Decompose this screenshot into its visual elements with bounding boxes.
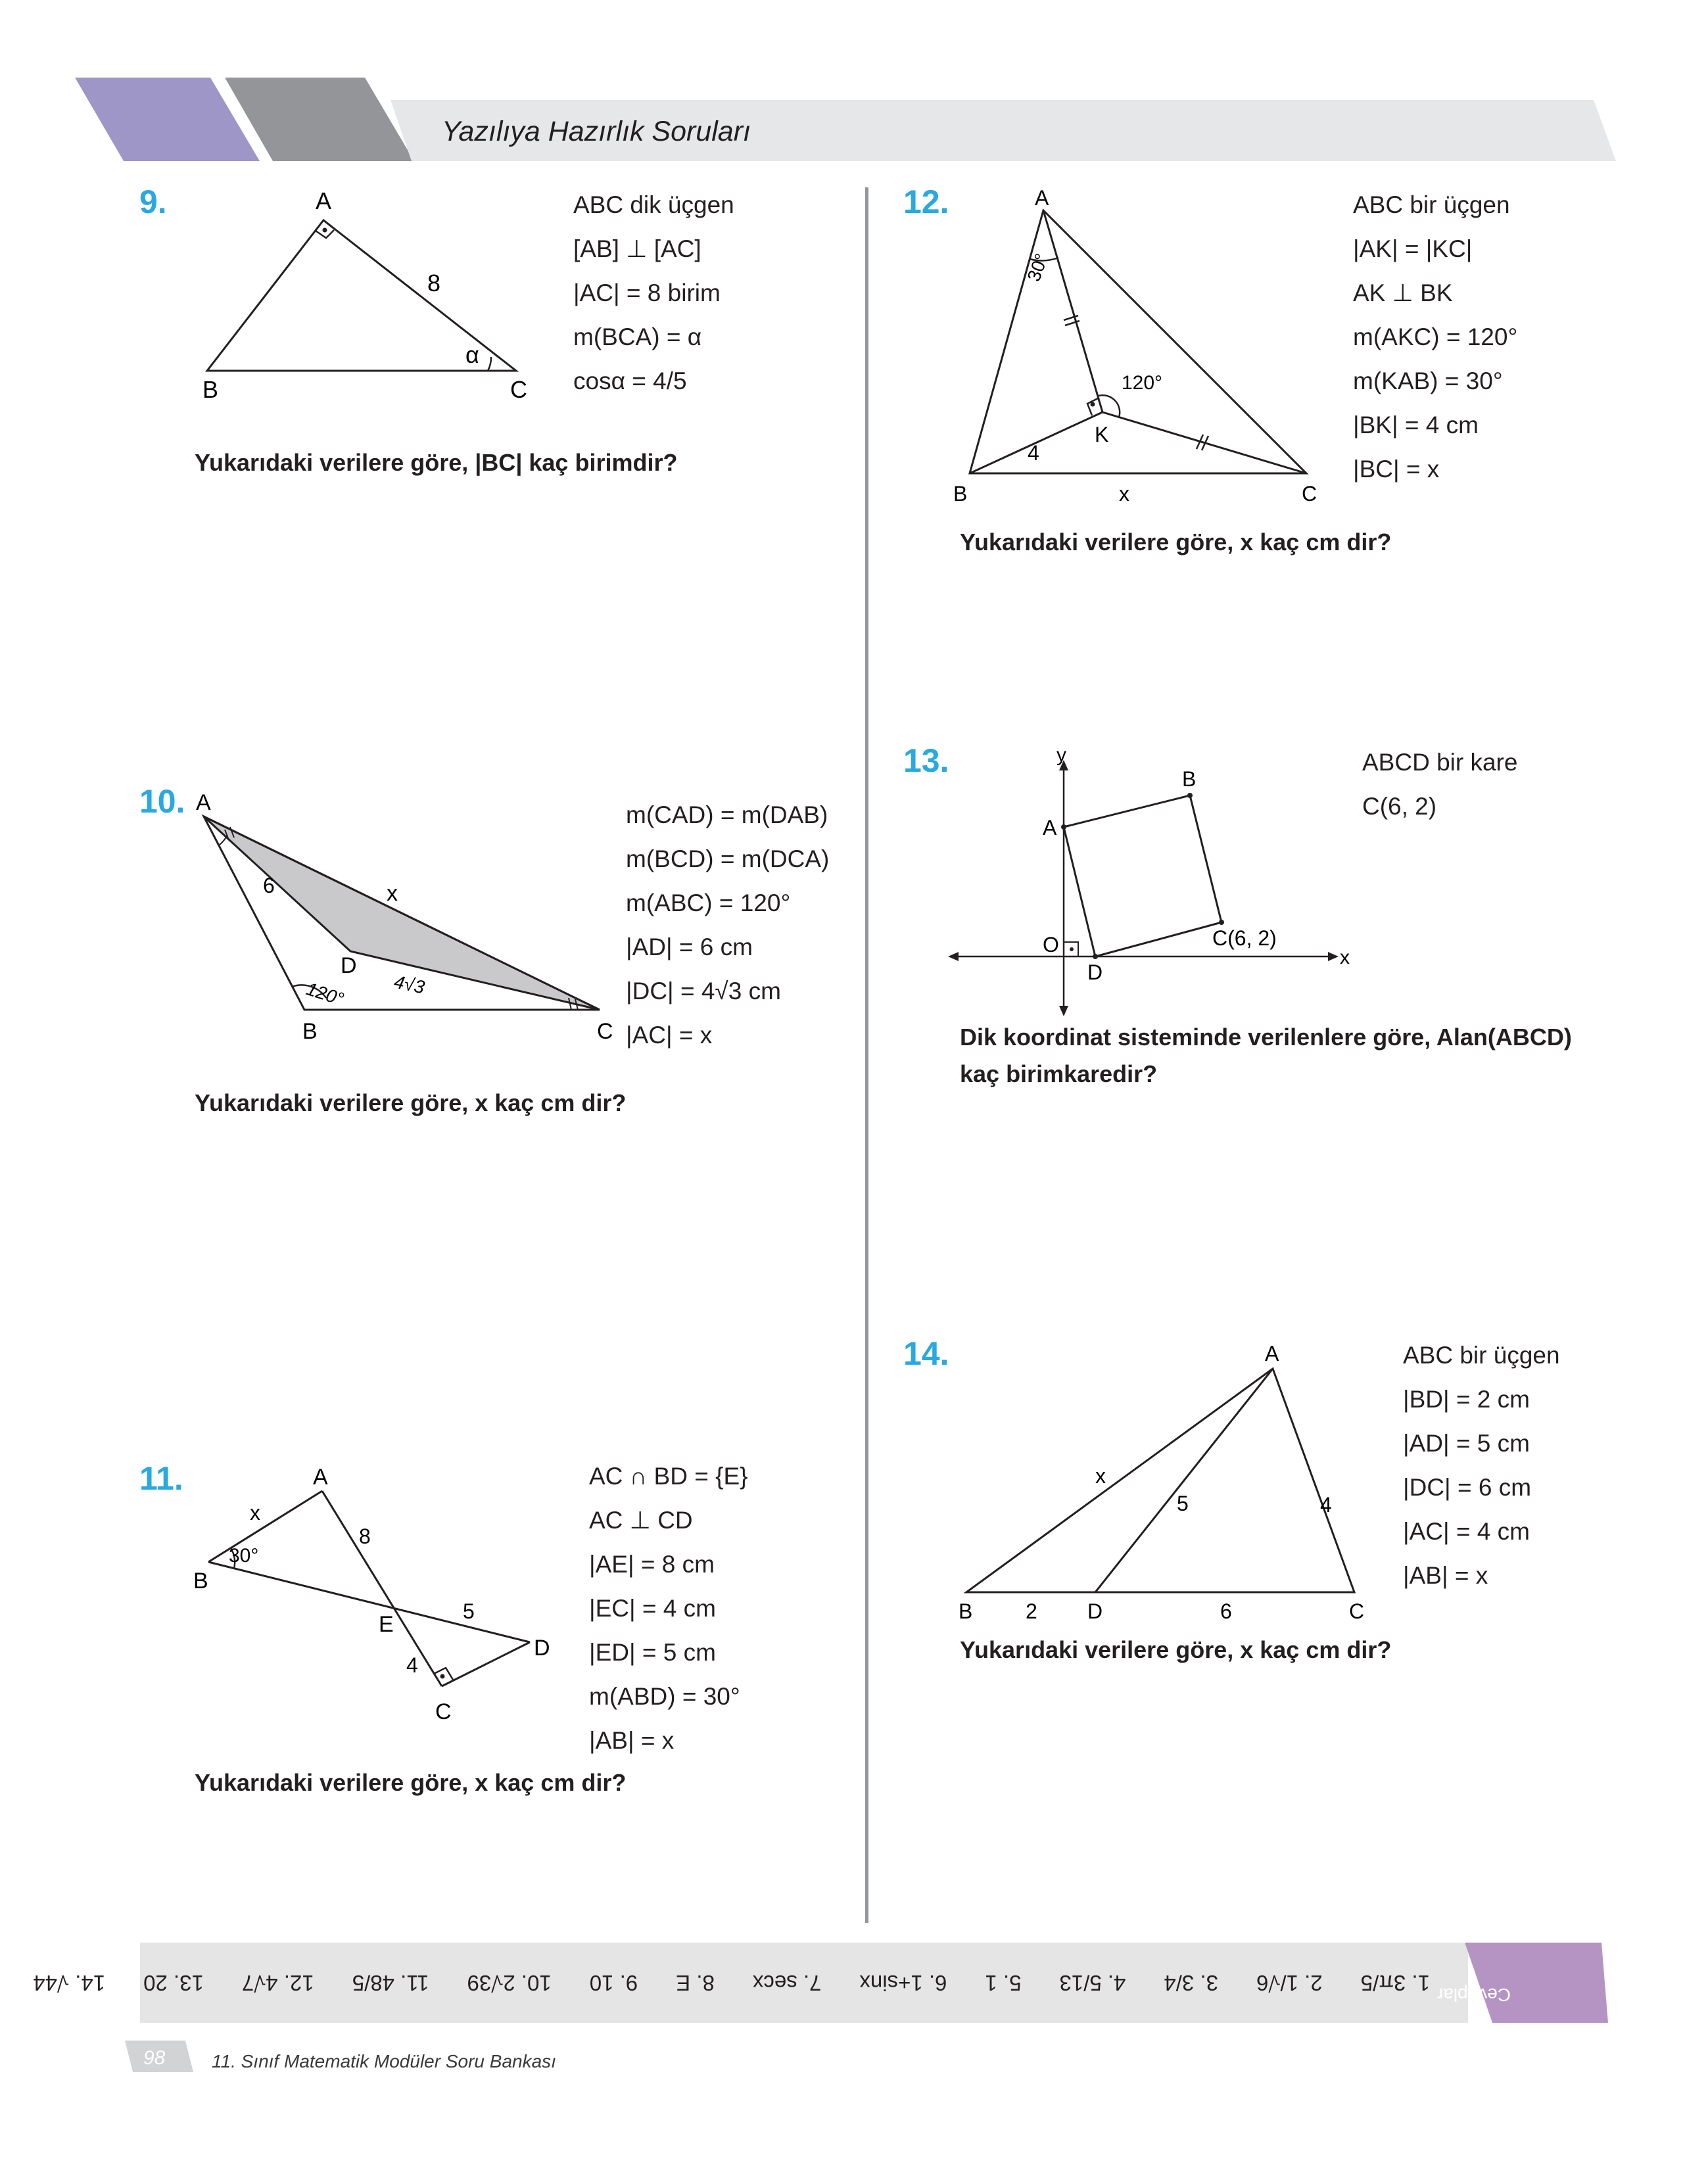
right-angle-dot	[440, 1674, 445, 1679]
header-tab-purple	[75, 78, 260, 161]
vertex-b-label: B	[959, 1599, 973, 1623]
vertex-b-label: B	[953, 482, 968, 506]
given-line: m(AKC) = 120°	[1353, 323, 1518, 350]
question-9-figure	[184, 184, 552, 408]
x-axis-arrow-right	[1328, 952, 1339, 961]
vertex-e-label: E	[379, 1612, 394, 1637]
given-line: ABC bir üçgen	[1403, 1342, 1560, 1369]
question-11-text: Yukarıdaki verilere göre, x kaç cm dir?	[195, 1769, 627, 1796]
given-line: C(6, 2)	[1362, 793, 1437, 820]
given-line: AC ⊥ CD	[589, 1507, 693, 1534]
question-11-figure	[184, 1459, 579, 1736]
vertex-c-label: C	[510, 376, 527, 403]
point-d	[1093, 954, 1098, 959]
answer-label: Cevaplar	[1436, 1985, 1511, 2005]
question-9-text-bc: BC	[481, 449, 516, 476]
vertex-b-label: B	[193, 1569, 208, 1594]
vertex-c-label: C	[1302, 482, 1317, 506]
side-ab-label: x	[1095, 1464, 1106, 1488]
question-13-text-line1: Dik koordinat sisteminde verilenlere göre, Alan(ABCD)	[960, 1024, 1572, 1051]
angle-30-label: 30°	[229, 1545, 259, 1567]
question-10-text: Yukarıdaki verilere göre, x kaç cm dir?	[195, 1089, 627, 1116]
question-13-text-line2: kaç birimkaredir?	[960, 1060, 1158, 1087]
question-14-number: 14.	[903, 1335, 949, 1372]
given-line: ABC dik üçgen	[573, 191, 734, 218]
question-13-number: 13.	[903, 742, 949, 779]
vertex-c-label: C	[597, 1019, 613, 1044]
answer-item: 4. 5/13	[1059, 1971, 1126, 1995]
angle-120-label: 120°	[1122, 372, 1163, 394]
square-abcd	[1064, 795, 1222, 957]
answer-item: 5. 1	[985, 1971, 1022, 1995]
question-13-given	[1362, 740, 1517, 828]
side-ec-label: 4	[406, 1653, 418, 1677]
segment-ad	[1095, 1369, 1273, 1592]
question-11-number: 11.	[139, 1460, 183, 1497]
header-banner	[0, 0, 1708, 171]
vertex-d-label: D	[1087, 1599, 1103, 1623]
question-9-text-pre: Yukarıdaki verilere göre, |	[195, 449, 482, 476]
side-bk-label: 4	[1028, 441, 1039, 465]
right-angle-dot	[1091, 402, 1095, 407]
given-line: |BD| = 2 cm	[1403, 1386, 1530, 1413]
answer-item: 9. 10	[589, 1971, 638, 1995]
side-ac-label: 4	[1320, 1493, 1332, 1517]
question-9-given	[573, 183, 734, 403]
answer-item: 3. 3/4	[1164, 1971, 1218, 1995]
question-12-number: 12.	[903, 183, 949, 220]
given-line: |AD| = 5 cm	[1403, 1430, 1530, 1457]
point-b	[1187, 793, 1193, 798]
side-bc-label: x	[1119, 482, 1129, 506]
question-11-given	[589, 1454, 748, 1762]
question-14-given	[1403, 1333, 1560, 1597]
given-line: m(KAB) = 30°	[1353, 367, 1503, 394]
vertex-b-label: B	[1182, 767, 1197, 791]
y-axis-label: y	[1056, 744, 1066, 766]
given-line: m(BCA) = α	[573, 323, 702, 350]
vertex-a-label: A	[1043, 816, 1057, 839]
answer-item: 7. secx	[752, 1971, 822, 1995]
side-dc-label: 4√3	[392, 971, 427, 998]
segment-ab	[208, 1491, 322, 1562]
question-14-figure	[947, 1335, 1394, 1637]
vertex-c-label: C	[435, 1699, 452, 1724]
vertex-d-label: D	[534, 1636, 550, 1661]
answer-item: 14. √44	[33, 1971, 106, 1995]
page-number-tab	[125, 2038, 197, 2075]
column-divider	[865, 187, 868, 1923]
vertex-a-label: A	[313, 1465, 328, 1490]
question-13-text	[960, 1019, 1572, 1093]
angle-a-arc	[220, 835, 227, 845]
point-c	[1219, 920, 1224, 925]
origin-label: O	[1043, 933, 1059, 957]
answer-key-bar	[33, 1943, 1468, 2023]
given-line: |AC| = x	[626, 1022, 713, 1049]
right-angle-dot	[1070, 947, 1074, 951]
angle-120-label: 120°	[304, 978, 346, 1010]
header-tab-gray	[225, 78, 414, 161]
answer-item: 2. 1/√6	[1256, 1971, 1323, 1995]
angle-alpha-arc	[488, 357, 491, 371]
given-line: |DC| = 4√3 cm	[626, 978, 781, 1004]
vertex-c-label: C(6, 2)	[1212, 926, 1277, 950]
segment-cd	[442, 1642, 530, 1686]
segment-bd	[208, 1562, 530, 1642]
side-ed-label: 5	[463, 1599, 475, 1623]
vertex-a-label: A	[196, 790, 211, 815]
answer-item: 6. 1+sinx	[859, 1971, 947, 1995]
answer-item: 10. 2√39	[467, 1971, 552, 1995]
given-line: ABCD bir kare	[1362, 749, 1518, 776]
right-angle-mark	[1087, 398, 1099, 415]
question-9-text-post: | kaç birimdir?	[515, 449, 678, 476]
triangle-abc	[970, 210, 1306, 473]
question-12-figure	[934, 184, 1354, 513]
x-axis-label: x	[1340, 947, 1350, 968]
question-10-given	[626, 793, 829, 1057]
given-line: |AD| = 6 cm	[626, 933, 753, 960]
triangle-abc	[966, 1369, 1354, 1592]
page-number: 98	[143, 2047, 166, 2069]
angle-30-label: 30°	[1023, 250, 1053, 285]
answer-item: 11. 48/5	[352, 1971, 429, 1995]
answer-key-rotated	[33, 1943, 1468, 2023]
given-line: |EC| = 4 cm	[589, 1595, 716, 1622]
question-10-figure	[184, 782, 631, 1045]
given-line: |AC| = 4 cm	[1403, 1518, 1530, 1545]
answer-item: 12. 4√7	[241, 1971, 314, 1995]
y-axis-arrow-down	[1059, 1006, 1068, 1016]
given-line: |DC| = 6 cm	[1403, 1474, 1532, 1501]
given-line: |AE| = 8 cm	[589, 1551, 715, 1578]
given-line: |AC| = 8 birim	[573, 279, 721, 306]
question-9-text	[195, 444, 677, 481]
question-12-given	[1353, 183, 1517, 491]
angle-alpha-label: α	[465, 341, 479, 368]
point-a	[1061, 824, 1066, 830]
question-10-number: 10.	[139, 783, 185, 820]
given-line: m(ABD) = 30°	[589, 1683, 740, 1710]
answer-item: 8. E	[676, 1971, 715, 1995]
answer-label-bg	[1465, 1943, 1608, 2023]
segment-ac	[322, 1491, 442, 1686]
vertex-a-label: A	[316, 187, 332, 214]
vertex-k-label: K	[1095, 423, 1109, 446]
vertex-a-label: A	[1265, 1342, 1279, 1365]
question-9-number: 9.	[139, 183, 167, 220]
vertex-c-label: C	[1349, 1599, 1365, 1623]
given-line: AK ⊥ BK	[1353, 279, 1453, 306]
side-ad-label: 5	[1177, 1492, 1189, 1515]
given-line: m(BCD) = m(DCA)	[626, 845, 830, 872]
given-line: m(ABC) = 120°	[626, 889, 791, 916]
question-12-text: Yukarıdaki verilere göre, x kaç cm dir?	[960, 529, 1392, 555]
vertex-b-label: B	[302, 1019, 318, 1044]
given-line: |AK| = |KC|	[1353, 235, 1473, 262]
question-13-figure	[947, 743, 1354, 1019]
given-line: |AB| = x	[1403, 1562, 1488, 1589]
side-ab-label: x	[250, 1501, 260, 1524]
vertex-d-label: D	[341, 953, 357, 978]
given-line: |AB| = x	[589, 1727, 675, 1754]
given-line: |BC| = x	[1353, 456, 1440, 483]
book-title: 11. Sınıf Matematik Modüler Soru Bankası	[212, 2051, 556, 2071]
side-ae-label: 8	[359, 1524, 371, 1548]
given-line: [AB] ⊥ [AC]	[573, 235, 701, 262]
given-line: |ED| = 5 cm	[589, 1639, 716, 1666]
side-ac-label: x	[387, 881, 398, 906]
answer-item: 1. 3π/5	[1360, 1971, 1430, 1995]
answer-item: 13. 20	[143, 1971, 204, 1995]
answer-label-tab	[1436, 1943, 1609, 2023]
question-14-text: Yukarıdaki verilere göre, x kaç cm dir?	[960, 1636, 1392, 1663]
given-line: |BK| = 4 cm	[1353, 412, 1479, 438]
vertex-a-label: A	[1035, 186, 1049, 210]
right-angle-dot	[323, 228, 327, 233]
side-ac-label: 8	[427, 270, 441, 296]
vertex-b-label: B	[202, 376, 219, 403]
side-ad-label: 6	[263, 874, 275, 897]
side-dc-label: 6	[1220, 1599, 1232, 1623]
given-line: ABC bir üçgen	[1353, 191, 1510, 218]
side-bd-label: 2	[1026, 1599, 1037, 1623]
given-line: cosα = 4/5	[573, 367, 687, 394]
given-line: m(CAD) = m(DAB)	[626, 801, 828, 828]
x-axis-arrow-left	[948, 952, 959, 961]
given-line: AC ∩ BD = {E}	[589, 1463, 748, 1490]
vertex-d-label: D	[1087, 960, 1103, 984]
page-title: Yazılıya Hazırlık Soruları	[442, 116, 751, 147]
